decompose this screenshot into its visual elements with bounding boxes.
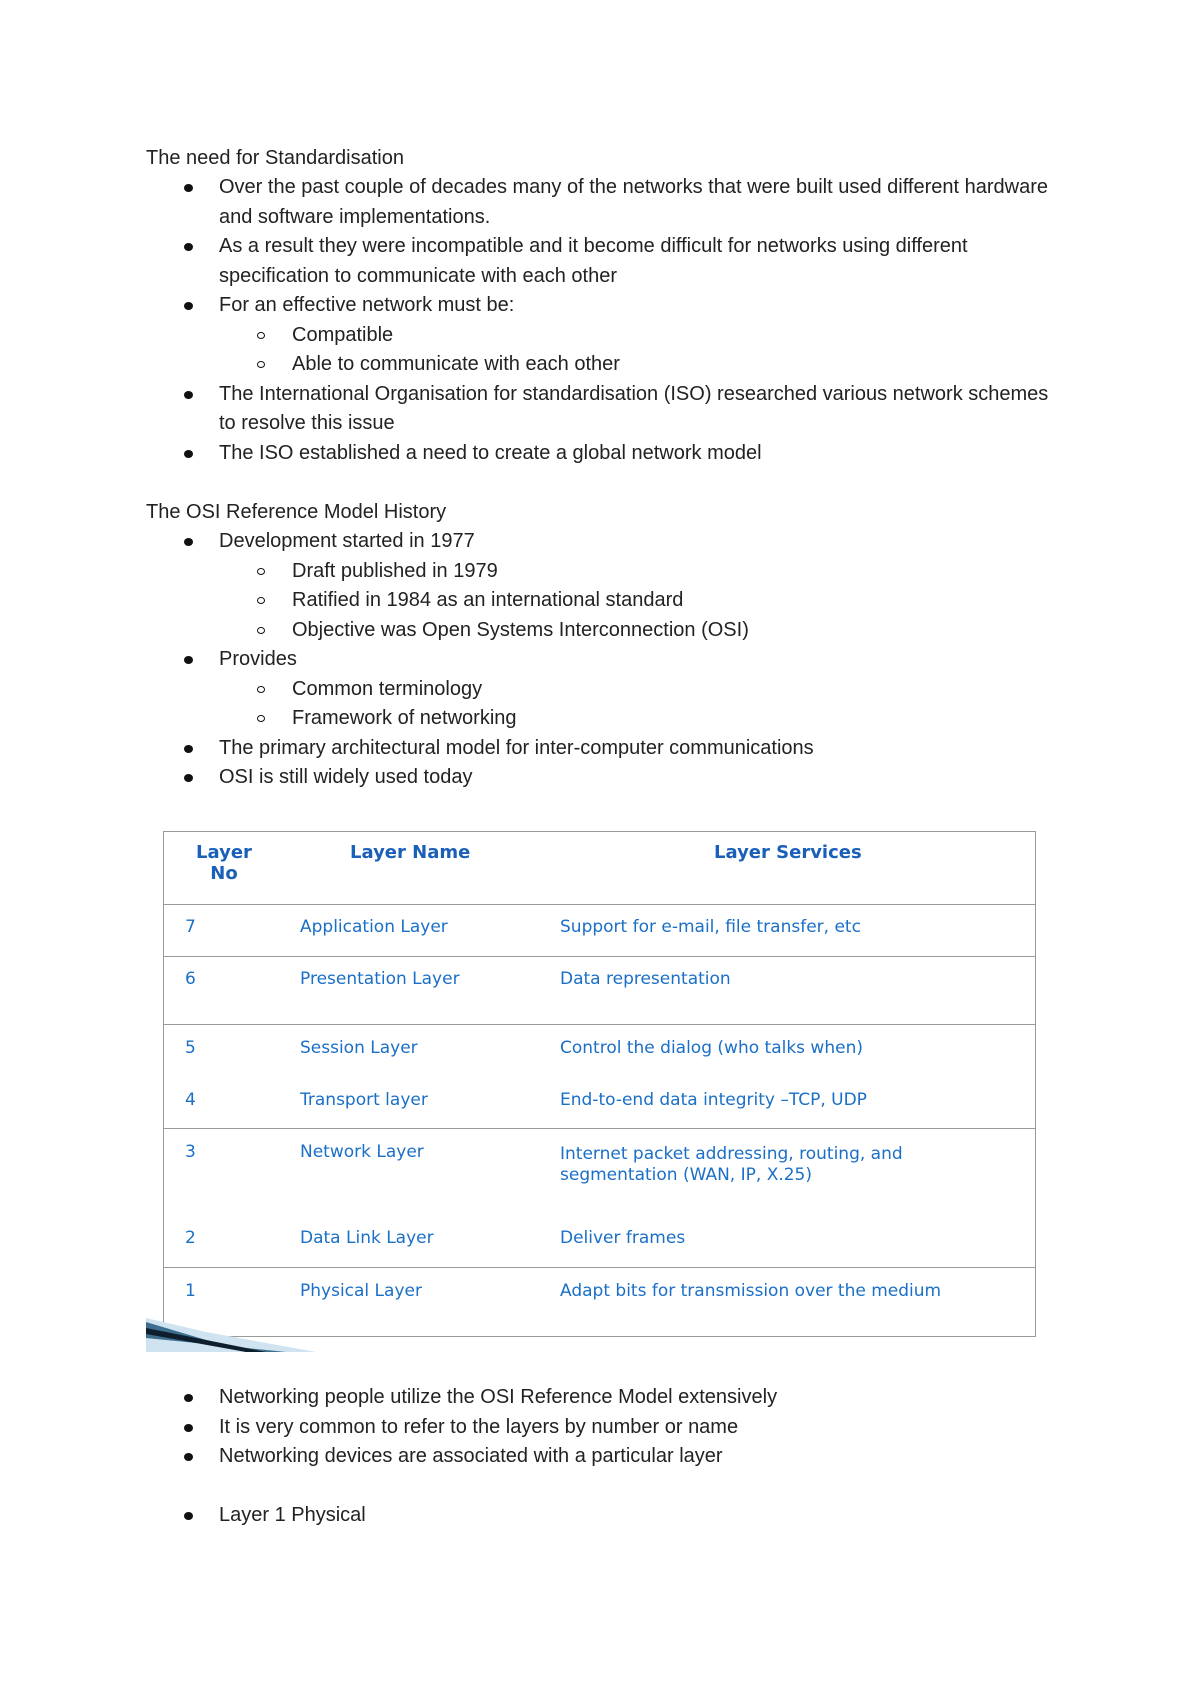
row-divider: [164, 1128, 1035, 1129]
sub-list-item: Framework of networking: [0, 704, 1069, 734]
list-item: Layer 1 Physical: [0, 1501, 1069, 1531]
row-divider: [164, 956, 1035, 957]
layer-number: 4: [185, 1090, 196, 1110]
list-item: The primary architectural model for inter-computer communications: [0, 734, 1069, 764]
list-item: Networking devices are associated with a particular layer: [0, 1442, 1069, 1472]
layer-name: Transport layer: [300, 1090, 428, 1110]
list-item: The International Organisation for standardisation (ISO) researched various network schemes to resolve this issue: [0, 380, 1069, 439]
layer-number: 7: [185, 917, 196, 937]
sub-list-item: Able to communicate with each other: [0, 350, 1069, 380]
list-item: Development started in 1977: [0, 527, 1069, 557]
layer-name: Application Layer: [300, 917, 448, 937]
list-item: Networking people utilize the OSI Reference Model extensively: [0, 1383, 1069, 1413]
layer-service: Adapt bits for transmission over the medium: [560, 1281, 942, 1301]
layer-service: Control the dialog (who talks when): [560, 1038, 863, 1058]
header-layer-services: Layer Services: [714, 842, 862, 863]
header-layer-no: Layer No: [196, 842, 252, 884]
row-divider: [164, 1024, 1035, 1025]
section-heading-standardisation: The need for Standardisation: [146, 147, 404, 169]
layer-service: Data representation: [560, 969, 731, 989]
list-item: It is very common to refer to the layers by number or name: [0, 1413, 1069, 1443]
layer-name: Physical Layer: [300, 1281, 422, 1301]
osi-history-list: [0, 527, 1069, 793]
layer-name: Data Link Layer: [300, 1228, 434, 1248]
sub-list-item: Compatible: [0, 321, 1069, 351]
blank-line: [0, 1472, 1069, 1502]
layer-service: Deliver frames: [560, 1228, 686, 1248]
list-item: Over the past couple of decades many of the networks that were built used different hardware and software implementations.: [0, 173, 1069, 232]
section-heading-osi-history: The OSI Reference Model History: [146, 501, 447, 523]
sub-list-item: Ratified in 1984 as an international standard: [0, 586, 1069, 616]
decorative-swoosh-graphic: [146, 1318, 316, 1352]
layer-number: 5: [185, 1038, 196, 1058]
osi-layer-table: [163, 831, 1036, 1337]
header-layer-name: Layer Name: [350, 842, 471, 863]
layer-number: 3: [185, 1142, 196, 1162]
layer-service: Internet packet addressing, routing, and segmentation (WAN, IP, X.25): [560, 1144, 903, 1185]
sub-list-item: Objective was Open Systems Interconnection (OSI): [0, 616, 1069, 646]
layer-service: Support for e-mail, file transfer, etc: [560, 917, 861, 937]
sub-list-item: Common terminology: [0, 675, 1069, 705]
layer-name: Session Layer: [300, 1038, 418, 1058]
sub-list-item: Draft published in 1979: [0, 557, 1069, 587]
list-item: Provides: [0, 645, 1069, 675]
row-divider: [164, 1267, 1035, 1268]
list-item: OSI is still widely used today: [0, 763, 1069, 793]
layer-number: 2: [185, 1228, 196, 1248]
layer-number: 6: [185, 969, 196, 989]
layer-service: End-to-end data integrity –TCP, UDP: [560, 1090, 867, 1110]
layer-name: Network Layer: [300, 1142, 424, 1162]
layer-number: 1: [185, 1281, 196, 1301]
standardisation-list: [0, 173, 1069, 468]
list-item: For an effective network must be:: [0, 291, 1069, 321]
table-header: [164, 832, 1035, 905]
layer-name: Presentation Layer: [300, 969, 460, 989]
list-item: As a result they were incompatible and it become difficult for networks using different specification to communicate with each other: [0, 232, 1069, 291]
osi-usage-list: [0, 1383, 1069, 1531]
list-item: The ISO established a need to create a global network model: [0, 439, 1069, 469]
